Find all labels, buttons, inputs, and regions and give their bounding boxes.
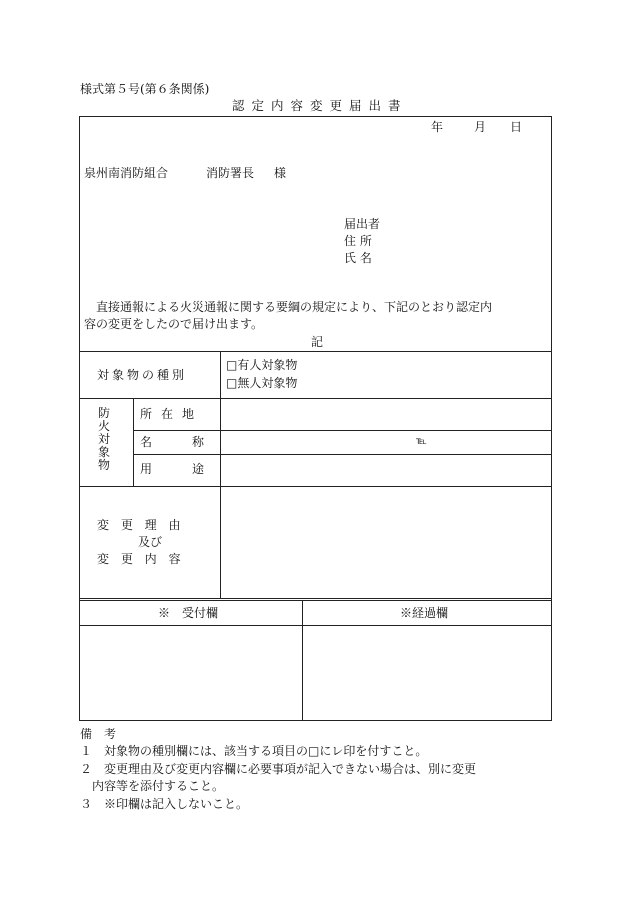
addressee-org: 泉州南消防組合: [84, 166, 169, 180]
fire-object-vertical-label: 防 火 対 象 物: [97, 406, 110, 472]
note-item: ３ ※印欄は記入しないこと。: [80, 797, 249, 811]
change-content-label: 変 更 内 容: [97, 552, 185, 566]
divider: [79, 398, 552, 399]
reception-header: ※ 受付欄: [158, 606, 219, 620]
note-item: 内容等を添付すること。: [80, 779, 225, 793]
divider: [79, 600, 552, 601]
applicant-address-label: 住 所: [344, 234, 372, 248]
tel-label: ℡: [416, 436, 427, 447]
change-reason-label: 変 更 理 由: [97, 518, 185, 532]
date-day: 日: [510, 120, 523, 134]
divider: [79, 625, 552, 626]
object-type-checkbox-unmanned[interactable]: □無人対象物: [226, 376, 298, 390]
usage-label: 用 途: [140, 462, 219, 476]
object-type-label: 対象物の種別: [97, 368, 188, 382]
change-and-label: 及び: [138, 535, 163, 549]
divider: [220, 351, 221, 598]
divider: [133, 430, 552, 431]
ki-label: 記: [311, 335, 324, 349]
progress-header: ※経過欄: [400, 606, 449, 620]
object-name-label: 名 称: [140, 435, 219, 449]
statement-line1: 直接通報による火災通報に関する要綱の規定により、下記のとおり認定内: [96, 300, 493, 314]
form-title: 認定内容変更届出書: [232, 98, 408, 113]
note-item: ２ 変更理由及び変更内容欄に必要事項が記入できない場合は、別に変更: [80, 762, 477, 776]
form-number: 様式第５号(第６条関係): [80, 82, 210, 96]
divider: [302, 600, 303, 721]
divider: [79, 486, 552, 487]
addressee-chief: 消防署長: [206, 166, 255, 180]
divider: [133, 398, 134, 486]
divider: [79, 598, 552, 599]
statement-line2: 容の変更をしたので届け出ます。: [84, 317, 264, 331]
object-type-checkbox-manned[interactable]: □有人対象物: [226, 358, 298, 372]
location-label: 所在地: [140, 407, 204, 421]
notes-heading: 備 考: [80, 727, 117, 741]
note-item: １ 対象物の種別欄には、該当する項目の□にレ印を付すこと。: [80, 744, 428, 758]
addressee-honorific: 様: [274, 166, 287, 180]
applicant-label: 届出者: [344, 217, 381, 231]
divider: [133, 454, 552, 455]
applicant-name-label: 氏 名: [344, 251, 372, 265]
divider: [79, 351, 552, 352]
date-year: 年: [431, 120, 444, 134]
date-month: 月: [474, 120, 487, 134]
